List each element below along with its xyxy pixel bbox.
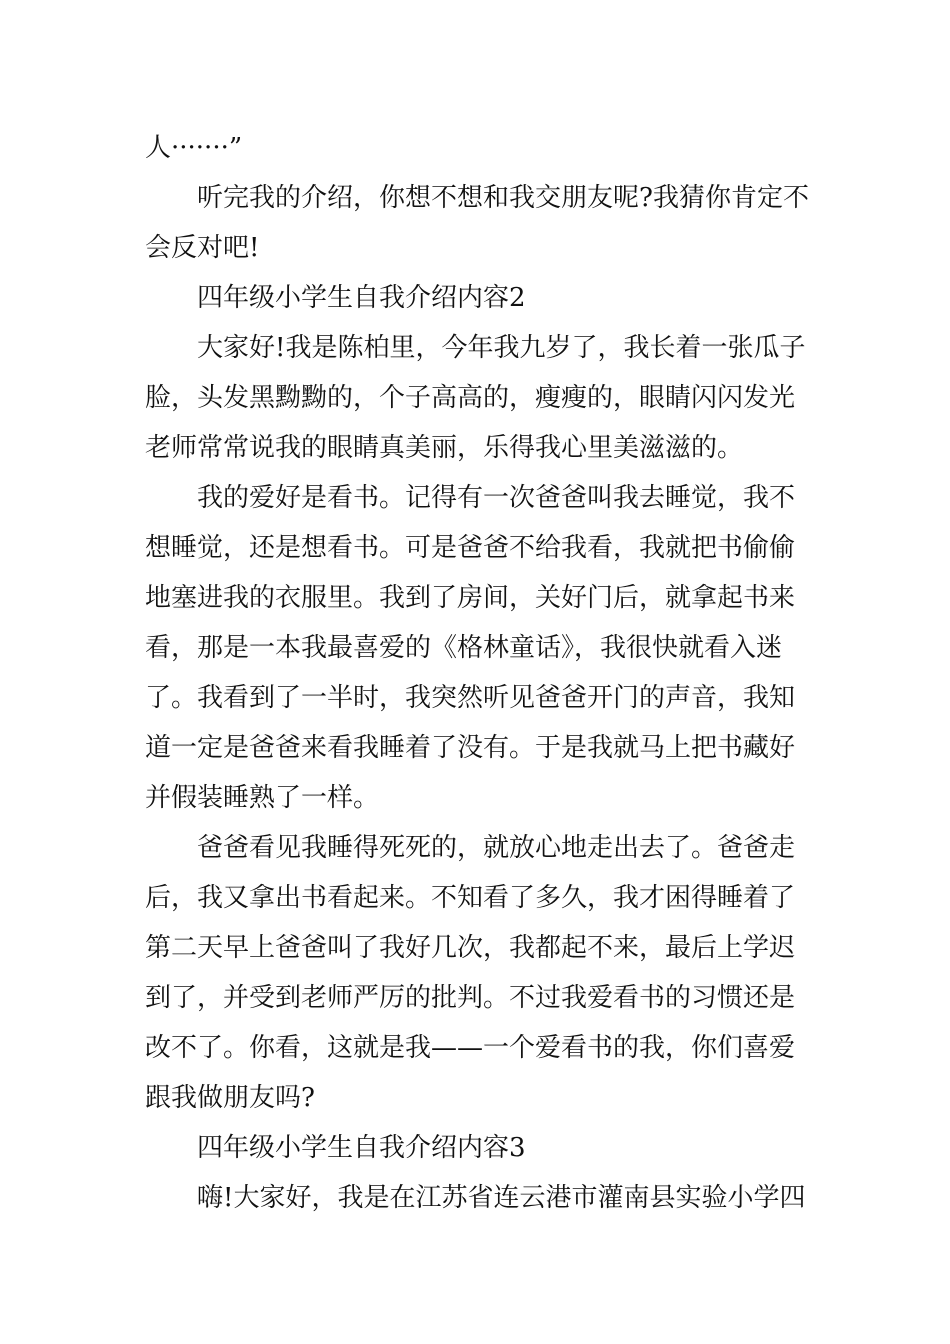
text-line: 老师常常说我的眼睛真美丽，乐得我心里美滋滋的。 bbox=[145, 433, 744, 463]
text-line: 后，我又拿出书看起来。不知看了多久，我才困得睡着了 bbox=[145, 883, 796, 913]
paragraph-start: 爸爸看见我睡得死死的，就放心地走出去了。爸爸走 bbox=[197, 833, 796, 863]
text-line: 地塞进我的衣服里。我到了房间，关好门后，就拿起书来 bbox=[145, 583, 796, 613]
paragraph-start: 我的爱好是看书。记得有一次爸爸叫我去睡觉，我不 bbox=[197, 483, 796, 513]
section-heading: 四年级小学生自我介绍内容2 bbox=[197, 283, 526, 313]
text-line: 并假装睡熟了一样。 bbox=[145, 783, 380, 813]
text-line: 会反对吧! bbox=[145, 233, 260, 263]
text-line: 改不了。你看，这就是我——一个爱看书的我，你们喜爱 bbox=[145, 1033, 796, 1063]
paragraph-start: 大家好!我是陈柏里，今年我九岁了，我长着一张瓜子 bbox=[197, 333, 806, 363]
text-line: 脸，头发黑黝黝的，个子高高的，瘦瘦的，眼睛闪闪发光 bbox=[145, 383, 796, 413]
text-line: 第二天早上爸爸叫了我好几次，我都起不来，最后上学迟 bbox=[145, 933, 796, 963]
section-heading: 四年级小学生自我介绍内容3 bbox=[197, 1133, 526, 1163]
paragraph-start: 嗨!大家好，我是在江苏省连云港市灌南县实验小学四 bbox=[197, 1183, 806, 1213]
text-line: 道一定是爸爸来看我睡着了没有。于是我就马上把书藏好 bbox=[145, 733, 796, 763]
text-line: 想睡觉，还是想看书。可是爸爸不给我看，我就把书偷偷 bbox=[145, 533, 796, 563]
text-line: 到了，并受到老师严厉的批判。不过我爱看书的习惯还是 bbox=[145, 983, 796, 1013]
text-line: 跟我做朋友吗? bbox=[145, 1083, 315, 1113]
text-line: 人·······” bbox=[145, 133, 243, 163]
text-line: 了。我看到了一半时，我突然听见爸爸开门的声音，我知 bbox=[145, 683, 796, 713]
paragraph-start: 听完我的介绍，你想不想和我交朋友呢?我猜你肯定不 bbox=[197, 183, 809, 213]
text-line: 看，那是一本我最喜爱的《格林童话》，我很快就看入迷 bbox=[145, 633, 783, 663]
